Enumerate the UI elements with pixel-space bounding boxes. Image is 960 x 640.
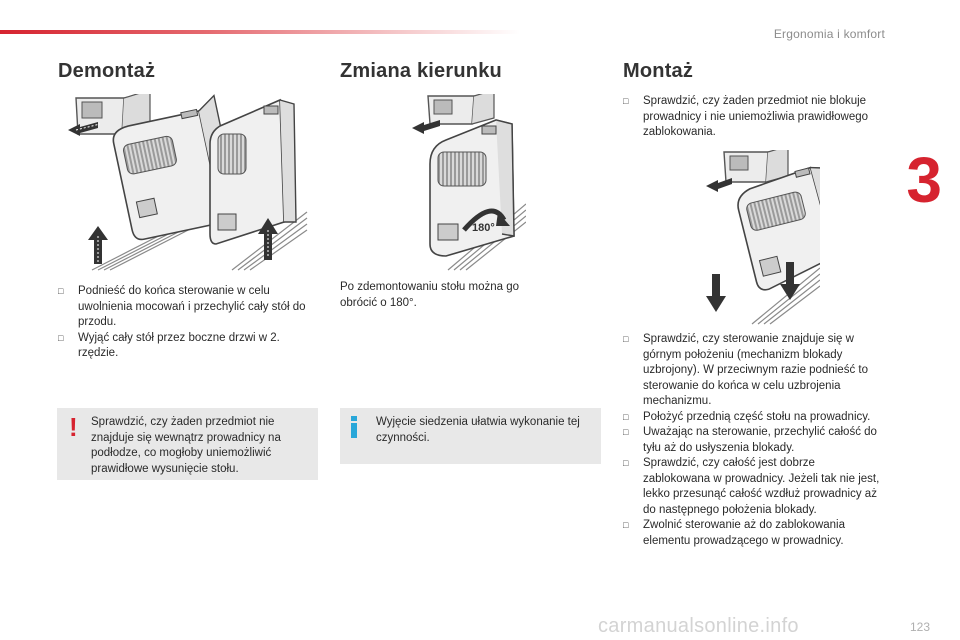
bullet-icon: □ (623, 520, 629, 530)
bullet-icon: □ (623, 334, 629, 344)
bullet-icon: □ (623, 427, 629, 437)
list-item: □ Sprawdzić, czy całość jest dobrze zablokowana w prowadnicy. Jeżeli tak nie jest, lekko przesunąć całość wzdłuż prowadnicy aż do następnego położenia blokady. (623, 457, 880, 516)
info-icon (350, 416, 358, 438)
list-item: □ Zwolnić sterowanie aż do zablokowania elementu prowadzącego w prowadnicy. (623, 519, 845, 547)
bullet-icon: □ (58, 332, 64, 343)
list-item: □ Sprawdzić, czy żaden przedmiot nie blokuje prowadnicy i nie uniemożliwia prawidłowego zablokowania. (623, 95, 869, 138)
bullet-list-montaz-top (623, 94, 883, 141)
bullet-icon: □ (623, 96, 629, 106)
warning-text: Sprawdzić, czy żaden przedmiot nie znajduje się wewnątrz prowadnicy na podłodze, co mogłoby uniemożliwić prawidłowe wysunięcie stołu. (91, 416, 281, 475)
list-item: □ Podnieść do końca sterowanie w celu uwolnienia mocowań i przechylić cały stół do przodu. (58, 285, 306, 328)
page-number: 123 (909, 620, 930, 634)
list-item: □ Wyjąć cały stół przez boczne drzwi w 2. rzędzie. (58, 331, 280, 359)
illustration-zmiana-kierunku (408, 94, 526, 272)
bullet-icon: □ (623, 458, 629, 468)
bullet-list-demontaz (58, 284, 313, 362)
list-item: □ Położyć przednią część stołu na prowadnicy. (623, 410, 885, 426)
list-item: □ Uważając na sterowanie, przechylić całość do tyłu aż do usłyszenia blokady. (623, 426, 877, 454)
bullet-icon: □ (58, 286, 64, 296)
illustration-montaz (702, 150, 820, 326)
heading-zmiana-kierunku: Zmiana kierunku (340, 60, 502, 82)
column-montaz (623, 60, 693, 83)
section-title: Ergonomia i komfort (773, 27, 885, 41)
heading-montaz: Montaż (623, 60, 694, 82)
watermark: carmanualsonline.info (598, 615, 799, 637)
chapter-number: 3 (906, 144, 942, 216)
info-note (340, 408, 601, 464)
warning-note (57, 408, 318, 480)
top-accent-bar (0, 30, 520, 34)
column-zmiana-kierunku (340, 60, 502, 83)
rotation-label: 180° (472, 222, 495, 234)
illustration-demontaz (62, 94, 312, 272)
bullet-icon: □ (623, 411, 629, 422)
bullet-list-montaz (623, 332, 885, 549)
column-demontaz (58, 60, 155, 83)
paragraph-zmiana-kierunku: Po zdemontowaniu stołu można go obrócić o 180°. (340, 281, 519, 309)
heading-demontaz: Demontaż (58, 60, 156, 82)
info-text: Wyjęcie siedzenia ułatwia wykonanie tej czynności. (376, 416, 580, 444)
list-item: □ Sprawdzić, czy sterowanie znajduje się w górnym położeniu (mechanizm blokady uzbrojony). W przeciwnym razie podnieść to sterowanie do końca w celu uzbrojenia mechanizmu. (623, 333, 868, 407)
warning-icon: ! (69, 412, 78, 442)
